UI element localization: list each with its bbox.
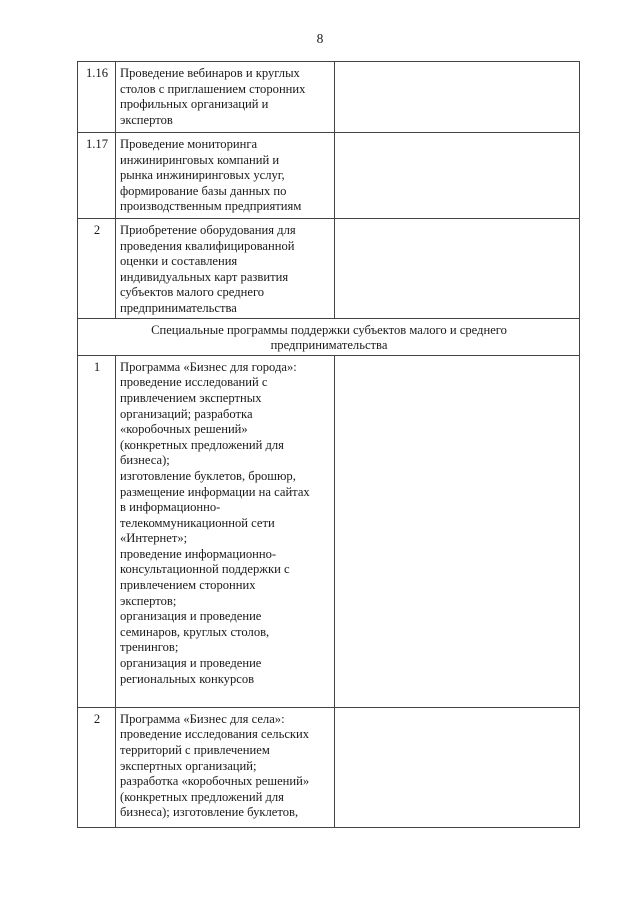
- text-line: Специальные программы поддержки субъектов малого и среднего: [151, 322, 507, 337]
- row-number: 1.16: [78, 62, 116, 133]
- text-line: организаций; разработка: [120, 406, 253, 421]
- text-line: размещение информации на сайтах: [120, 484, 310, 499]
- text-line: (конкретных предложений для: [120, 789, 284, 804]
- text-line: производственным предприятиям: [120, 199, 302, 214]
- row-description: [116, 62, 335, 133]
- text-line: профильных организаций и: [120, 97, 269, 112]
- text-line: предпринимательства: [120, 300, 237, 315]
- text-line: бизнеса); изготовление буклетов,: [120, 805, 299, 820]
- text-line: разработка «коробочных решений»: [120, 774, 310, 789]
- text-line: предпринимательства: [270, 338, 388, 353]
- text-line: семинаров, круглых столов,: [120, 624, 270, 639]
- text-line: Приобретение оборудования для: [120, 223, 296, 237]
- row-number: 2: [78, 707, 116, 827]
- text-line: рынка инжиниринговых услуг,: [120, 168, 285, 183]
- text-line: «Интернет»;: [120, 531, 188, 546]
- text-line: формирование базы данных по: [120, 183, 287, 198]
- row-number: 1.17: [78, 133, 116, 219]
- text-line: (конкретных предложений для: [120, 437, 284, 452]
- text-line: Программа «Бизнес для города»:: [120, 359, 297, 374]
- text-line: индивидуальных карт развития: [120, 269, 289, 284]
- text-line: инжиниринговых компаний и: [120, 152, 280, 167]
- text-line: консультационной поддержки с: [120, 562, 290, 577]
- text-line: проведение исследования сельских: [120, 727, 310, 742]
- table-row: [78, 133, 580, 219]
- empty-cell: [335, 707, 580, 827]
- table-row: [78, 707, 580, 827]
- row-number: 1: [78, 355, 116, 707]
- text-line: изготовление буклетов, брошюр,: [120, 468, 296, 483]
- row-description: [116, 219, 335, 319]
- row-description: [116, 355, 335, 707]
- empty-cell: [335, 62, 580, 133]
- text-line: оценки и составления: [120, 254, 238, 269]
- row-number: 2: [78, 219, 116, 319]
- text-line: тренингов;: [120, 640, 179, 655]
- program-table: [77, 61, 580, 828]
- empty-cell: [335, 219, 580, 319]
- text-line: организация и проведение: [120, 656, 262, 671]
- text-line: Проведение мониторинга: [120, 137, 258, 151]
- page-number: 8: [316, 31, 324, 46]
- text-line: территорий с привлечением: [120, 742, 270, 757]
- text-line: Проведение вебинаров и круглых: [120, 66, 300, 80]
- section-header-row: [78, 318, 580, 355]
- text-line: субъектов малого среднего: [120, 285, 265, 300]
- empty-cell: [335, 133, 580, 219]
- table-row: [78, 219, 580, 319]
- row-description: [116, 707, 335, 827]
- text-line: экспертов: [120, 112, 173, 127]
- table-row: [78, 62, 580, 133]
- text-line: организация и проведение: [120, 609, 262, 624]
- text-line: проведение информационно-: [120, 546, 277, 561]
- table-row: [78, 355, 580, 707]
- text-line: телекоммуникационной сети: [120, 515, 275, 530]
- text-line: привлечением экспертных: [120, 390, 262, 405]
- text-line: проведение исследований с: [120, 375, 268, 390]
- text-line: проведения квалифицированной: [120, 238, 295, 253]
- row-description: [116, 133, 335, 219]
- text-line: Программа «Бизнес для села»:: [120, 711, 285, 726]
- text-line: столов с приглашением сторонних: [120, 81, 306, 96]
- text-line: экспертов;: [120, 593, 177, 608]
- text-line: экспертных организаций;: [120, 758, 257, 773]
- text-line: «коробочных решений»: [120, 422, 248, 437]
- empty-cell: [335, 355, 580, 707]
- section-title: [78, 318, 580, 355]
- text-line: в информационно-: [120, 500, 221, 515]
- text-line: бизнеса);: [120, 453, 170, 468]
- text-line: региональных конкурсов: [120, 671, 255, 686]
- text-line: привлечением сторонних: [120, 578, 256, 593]
